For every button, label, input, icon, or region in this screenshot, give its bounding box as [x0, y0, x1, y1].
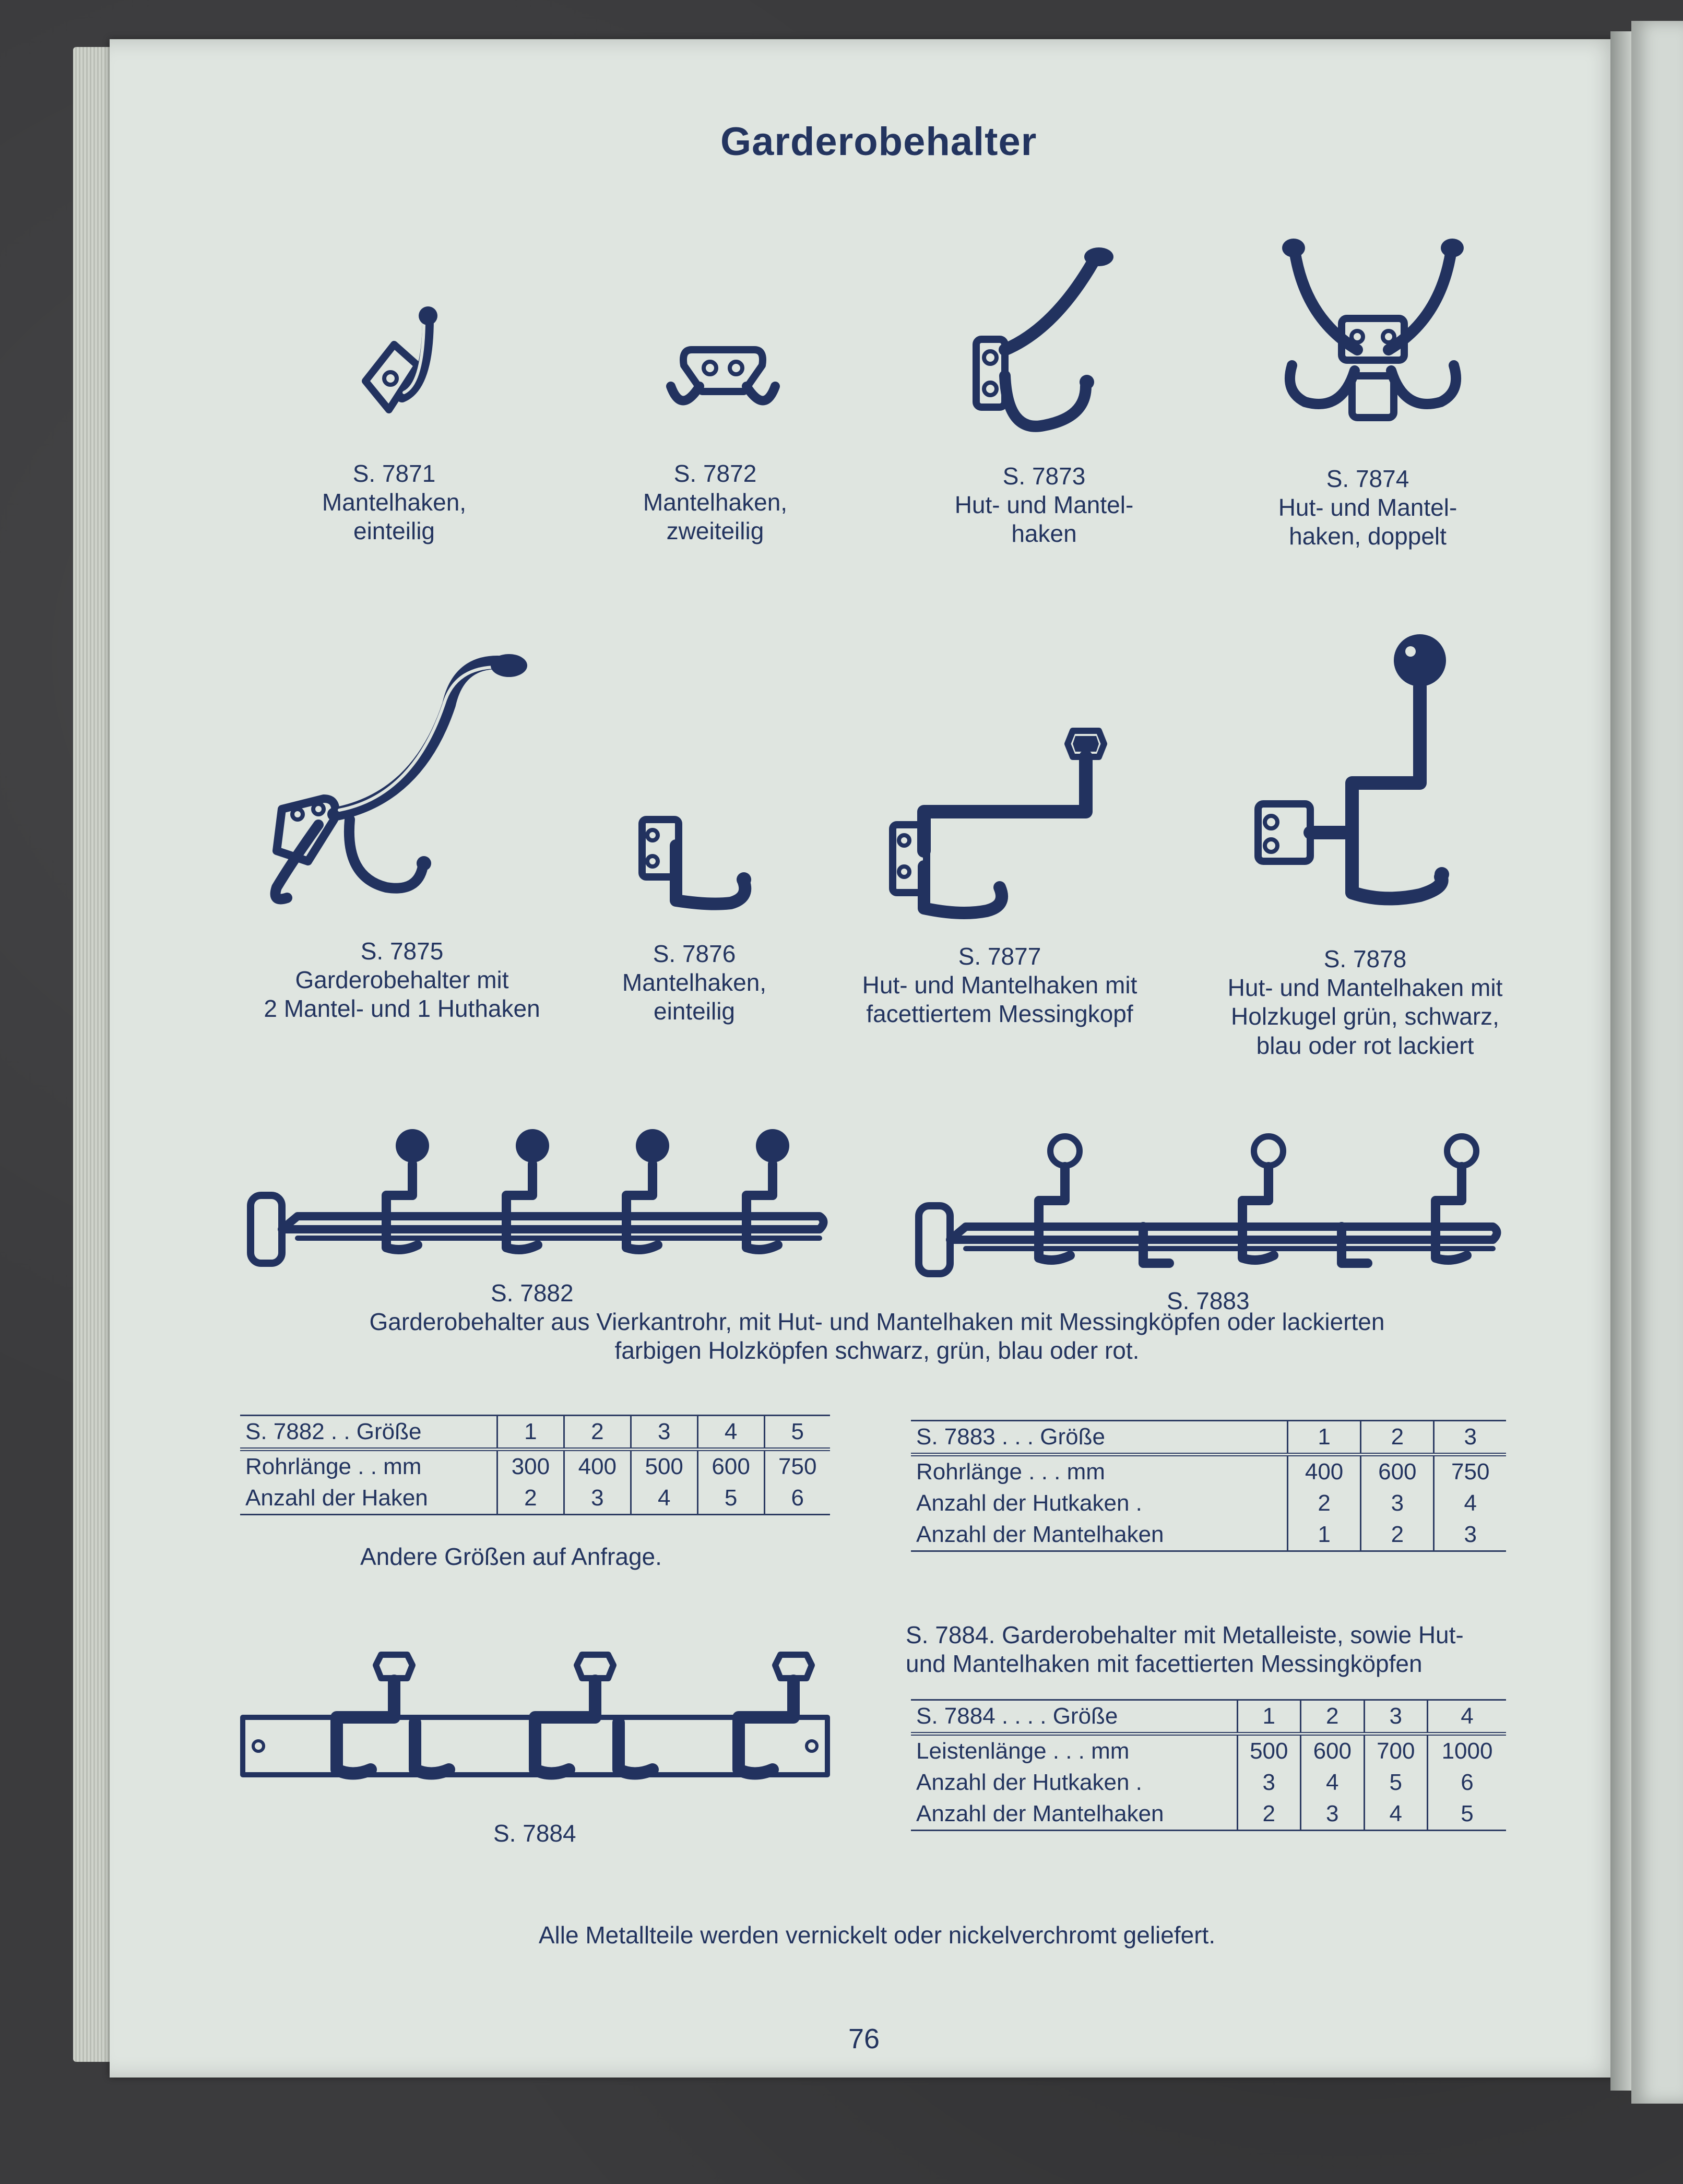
- table-header-cell: S. 7883 . . . Größe: [911, 1421, 1287, 1455]
- table-cell: 600: [1361, 1455, 1434, 1488]
- table-header-cell: S. 7884 . . . . Größe: [911, 1700, 1237, 1734]
- rack-7884-illustration: [238, 1639, 838, 1801]
- table-cell: Leistenlänge . . . mm: [916, 1738, 1130, 1764]
- hook-7877-illustration: [882, 720, 1122, 929]
- table-cell: 600: [1301, 1734, 1365, 1767]
- rack-7884-coat-hook: [415, 1723, 449, 1774]
- rack-7883-illustration: [914, 1127, 1503, 1284]
- table-row: [911, 1455, 1506, 1488]
- table-header-cell: 3: [631, 1416, 697, 1450]
- product-code: S. 7873: [1002, 462, 1086, 490]
- table-cell: 5: [697, 1482, 764, 1515]
- table-header-cell: 2: [1361, 1421, 1434, 1455]
- caption-7871: [290, 459, 499, 546]
- table-row: [911, 1734, 1506, 1767]
- product-desc: Mantelhaken,: [622, 969, 767, 996]
- rack-7884-hat-hook: [535, 1655, 613, 1774]
- book-gutter: [1610, 31, 1631, 2091]
- rack-7882-illustration: [245, 1117, 835, 1274]
- product-code: S. 7878: [1323, 945, 1407, 972]
- table-row: [911, 1767, 1506, 1798]
- rack-hook-7875-illustration: [261, 642, 538, 913]
- table-header-cell: 2: [1301, 1700, 1365, 1734]
- rack-7883-coat-hook: [1342, 1227, 1368, 1263]
- table-cell: 400: [1287, 1455, 1360, 1488]
- hook-7871-illustration: [350, 298, 454, 438]
- table-cell: 6: [764, 1482, 830, 1515]
- product-code: S. 7877: [958, 943, 1041, 970]
- table-cell: 3: [1237, 1767, 1301, 1798]
- table-7884: [911, 1699, 1506, 1831]
- product-desc: Mantelhaken,: [643, 489, 788, 516]
- table-cell: 300: [497, 1450, 564, 1483]
- table-cell: 400: [564, 1450, 631, 1483]
- table-cell: 1: [1287, 1519, 1360, 1551]
- page-number: 76: [848, 2023, 880, 2055]
- product-desc: Holzkugel grün, schwarz,: [1231, 1003, 1499, 1030]
- table-7883: [911, 1420, 1506, 1552]
- product-desc: facettiertem Messingkopf: [866, 1000, 1133, 1028]
- caption-7872: [611, 459, 820, 546]
- rack-7884-hat-hook: [337, 1655, 412, 1774]
- table-7882: [240, 1415, 830, 1515]
- product-desc: einteilig: [654, 998, 735, 1025]
- table-header-cell: S. 7882 . . Größe: [240, 1416, 497, 1450]
- table-header-cell: 4: [1428, 1700, 1506, 1734]
- table-cell: 500: [1237, 1734, 1301, 1767]
- product-desc: 2 Mantel- und 1 Huthaken: [264, 995, 540, 1023]
- page-title: Garderobehalter: [720, 120, 1037, 164]
- caption-7875: [219, 937, 585, 1024]
- product-desc: Hut- und Mantel-: [1278, 494, 1457, 521]
- caption-7876: [590, 940, 799, 1026]
- product-code: S. 7876: [653, 940, 736, 967]
- caption-7873: [934, 462, 1154, 549]
- rack-7883-code: S. 7883: [1167, 1287, 1250, 1314]
- table-cell: 3: [1361, 1488, 1434, 1519]
- table-header-row: [911, 1700, 1506, 1734]
- caption-7874: [1258, 465, 1477, 551]
- product-code: S. 7875: [360, 937, 444, 965]
- product-desc: einteilig: [353, 517, 435, 545]
- product-desc: Mantelhaken,: [322, 489, 467, 516]
- table-cell: 2: [1287, 1488, 1360, 1519]
- hook-7878-illustration: [1248, 632, 1467, 934]
- footer-note: Alle Metallteile werden vernickelt oder nickelverchromt geliefert.: [538, 1921, 1216, 1949]
- table-cell: Anzahl der Hutkaken .: [916, 1770, 1142, 1795]
- table-row: [240, 1482, 830, 1515]
- table-cell: 4: [631, 1482, 697, 1515]
- table-cell: Anzahl der Mantelhaken: [911, 1519, 1287, 1551]
- table-header-cell: 2: [564, 1416, 631, 1450]
- item-7884-description: und Mantelhaken mit facettierten Messingköpfen: [906, 1650, 1423, 1677]
- table-header-cell: 1: [1287, 1421, 1360, 1455]
- hook-7874-illustration: [1274, 235, 1472, 438]
- caption-7877: [830, 942, 1169, 1029]
- product-code: S. 7871: [352, 460, 436, 487]
- table-cell: Rohrlänge . . . mm: [916, 1459, 1105, 1485]
- table-cell: 4: [1364, 1798, 1428, 1831]
- rack-7884-hat-hook: [739, 1655, 812, 1774]
- table-header-cell: 5: [764, 1416, 830, 1450]
- table-header-cell: 3: [1434, 1421, 1506, 1455]
- table-cell: 6: [1428, 1767, 1506, 1798]
- table-cell: 600: [697, 1450, 764, 1483]
- table-header-cell: 1: [1237, 1700, 1301, 1734]
- table-row: [911, 1519, 1506, 1551]
- product-desc: zweiteilig: [666, 517, 764, 545]
- item-7884-description: S. 7884. Garderobehalter mit Metalleiste, sowie Hut-: [906, 1621, 1464, 1648]
- product-desc: haken, doppelt: [1289, 523, 1447, 550]
- product-desc: blau oder rot lackiert: [1256, 1031, 1474, 1059]
- table-cell: 2: [1237, 1798, 1301, 1831]
- table-cell: 3: [564, 1482, 631, 1515]
- table-cell: 1000: [1428, 1734, 1506, 1767]
- table-row: [240, 1450, 830, 1483]
- hook-7872-illustration: [660, 329, 786, 423]
- table-cell: 2: [1361, 1519, 1434, 1551]
- table-header-cell: 4: [697, 1416, 764, 1450]
- table-7882-note: Andere Größen auf Anfrage.: [360, 1543, 662, 1570]
- table-header-cell: 1: [497, 1416, 564, 1450]
- table-cell: Anzahl der Mantelhaken: [911, 1798, 1237, 1831]
- product-desc: Hut- und Mantel-: [954, 491, 1134, 519]
- rack-7883-coat-hook: [1143, 1227, 1169, 1263]
- hook-7876-illustration: [637, 814, 757, 919]
- table-cell: 5: [1364, 1767, 1428, 1798]
- rack-7882-code: S. 7882: [491, 1279, 574, 1307]
- table-row: [911, 1488, 1506, 1519]
- table-header-cell: 3: [1364, 1700, 1428, 1734]
- caption-7878: [1195, 945, 1535, 1060]
- table-cell: 3: [1434, 1519, 1506, 1551]
- table-cell: Anzahl der Haken: [240, 1482, 497, 1515]
- table-cell: 2: [497, 1482, 564, 1515]
- product-desc: Hut- und Mantelhaken mit: [862, 971, 1137, 999]
- table-cell: 5: [1428, 1798, 1506, 1831]
- table-cell: 4: [1434, 1488, 1506, 1519]
- product-code: S. 7874: [1326, 465, 1409, 492]
- table-header-row: [240, 1416, 830, 1450]
- rack-7884-coat-hook: [619, 1723, 653, 1774]
- product-desc: Hut- und Mantelhaken mit: [1227, 974, 1503, 1002]
- product-code: S. 7872: [673, 460, 757, 487]
- racks-description: farbigen Holzköpfen schwarz, grün, blau oder rot.: [614, 1337, 1140, 1364]
- table-cell: 750: [1434, 1455, 1506, 1488]
- table-cell: Anzahl der Hutkaken .: [916, 1490, 1142, 1516]
- page-edges: [73, 47, 115, 2062]
- table-cell: 500: [631, 1450, 697, 1483]
- racks-description: Garderobehalter aus Vierkantrohr, mit Hut- und Mantelhaken mit Messingköpfen oder lackierten: [369, 1308, 1385, 1335]
- product-desc: haken: [1011, 520, 1077, 548]
- table-header-row: [911, 1421, 1506, 1455]
- table-row: [911, 1798, 1506, 1831]
- hook-7873-illustration: [966, 245, 1122, 438]
- next-page-edge: [1631, 21, 1683, 2104]
- product-desc: Garderobehalter mit: [295, 966, 509, 994]
- table-cell: 750: [764, 1450, 830, 1483]
- table-cell: 4: [1301, 1767, 1365, 1798]
- table-cell: 700: [1364, 1734, 1428, 1767]
- table-cell: 3: [1301, 1798, 1365, 1831]
- rack-7884-code: S. 7884: [493, 1820, 576, 1847]
- table-cell: Rohrlänge . . mm: [245, 1454, 422, 1479]
